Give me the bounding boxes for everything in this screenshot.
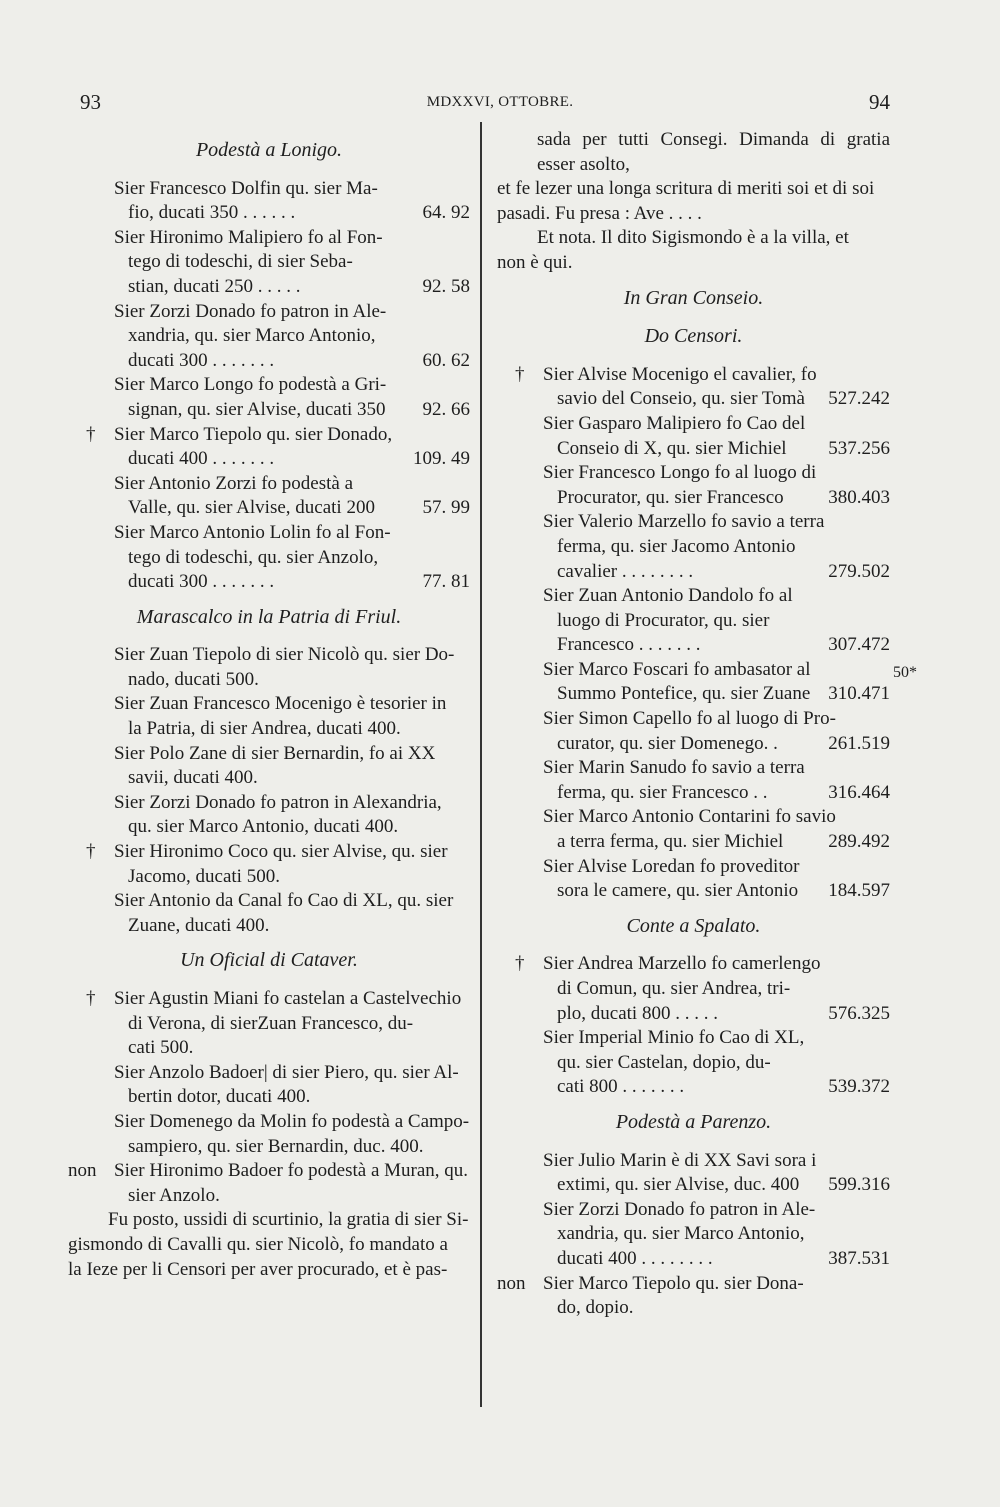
paragraph-line: Et nota. Il dito Sigismondo è a la villa, et [537, 227, 849, 249]
entry-row [68, 742, 470, 791]
entry-row [68, 1159, 470, 1208]
entry-line: Sier Marco Longo fo podestà a Gri- [114, 374, 387, 396]
paragraph-line: pasadi. Fu presa : Ave . . . . [497, 202, 702, 224]
entry-line: Sier Marco Antonio Contarini fo savio [543, 806, 836, 828]
entry-line: plo, ducati 800 . . . . . [557, 1002, 718, 1024]
entry-value: 380.403 [822, 486, 890, 511]
entry-line: Sier Hironimo Badoer fo podestà a Muran, qu. [114, 1160, 469, 1182]
entry-row [68, 300, 470, 374]
entry-value: 60. 62 [417, 349, 471, 374]
entry-line: Procurator, qu. sier Francesco [557, 486, 784, 508]
entry-line: Sier Francesco Dolfin qu. sier Ma- [114, 177, 378, 199]
paragraph-line: et fe lezer una longa scritura di meriti soi et di soi [497, 178, 875, 200]
entry-row [497, 584, 890, 658]
entry-line: stian, ducati 250 . . . . . [128, 275, 301, 297]
entry-line: di Comun, qu. sier Andrea, tri- [557, 978, 791, 999]
entry-line: tego di todeschi, di sier Seba- [128, 251, 353, 273]
entry-line: Jacomo, ducati 500. [128, 865, 280, 887]
entry-line: extimi, qu. sier Alvise, duc. 400 [557, 1174, 800, 1196]
entry-row [68, 373, 470, 422]
entry-row [68, 643, 470, 692]
entry-row [68, 1061, 470, 1110]
entry-line: Sier Agustin Miani fo castelan a Castelvechio [114, 988, 462, 1009]
entry-line: Sier Zuan Tiepolo di sier Nicolò qu. sier Do- [114, 644, 455, 666]
section-heading: Un Oficial di Cataver. [180, 949, 358, 972]
entry-line: sora le camere, qu. sier Antonio [557, 880, 799, 902]
entry-line: Sier Alvise Loredan fo proveditor [543, 855, 800, 877]
entry-line: Sier Antonio da Canal fo Cao di XL, qu. sier [114, 890, 454, 912]
entry-row [497, 658, 890, 707]
entry-value: 316.464 [822, 781, 890, 806]
left-column [68, 128, 470, 1282]
entry-row [68, 177, 470, 226]
entry-value: 92. 66 [417, 398, 471, 423]
entry-row [497, 1272, 890, 1321]
right-column [497, 128, 890, 1321]
entry-value: 576.325 [822, 1002, 890, 1027]
entry-value: 310.471 [822, 682, 890, 707]
entry-mark: † [86, 423, 96, 445]
entry-line: Valle, qu. sier Alvise, ducati 200 [128, 497, 375, 519]
entry-mark: non [497, 1272, 526, 1294]
section-heading: Marascalco in la Patria di Friul. [136, 605, 402, 628]
entry-row [68, 521, 470, 595]
entry-line: di Verona, di sierZuan Francesco, du- [128, 1012, 414, 1034]
entry-line: Sier Marin Sanudo fo savio a terra [543, 757, 805, 779]
entry-line: Sier Simon Capello fo al luogo di Pro- [543, 708, 836, 730]
entry-value: 64. 92 [417, 201, 471, 226]
entry-line: cavalier . . . . . . . . [557, 560, 694, 582]
entry-value: 527.242 [822, 387, 890, 412]
entry-line: ducati 300 . . . . . . . [128, 571, 275, 593]
entry-line: xandria, qu. sier Marco Antonio, [557, 1223, 805, 1245]
paragraph-line: Fu posto, ussidi di scurtinio, la gratia di sier Si- [108, 1209, 469, 1231]
section-heading: Podestà a Parenzo. [615, 1110, 772, 1133]
entry-row [68, 423, 470, 472]
entry-line: ducati 400 . . . . . . . . [557, 1247, 713, 1269]
entry-row [497, 805, 890, 854]
entry-line: Sier Francesco Longo fo al luogo di [543, 462, 817, 484]
entry-value: 77. 81 [417, 570, 471, 595]
column-divider [480, 122, 482, 1407]
entry-line: Sier Zorzi Donado fo patron in Alexandria, [114, 791, 442, 813]
entry-line: ducati 400 . . . . . . . [128, 448, 275, 470]
entry-row [68, 889, 470, 938]
entry-line: nado, ducati 500. [128, 668, 259, 690]
entry-row [497, 412, 890, 461]
entry-row [68, 840, 470, 889]
entry-row [68, 226, 470, 300]
entry-row [497, 363, 890, 412]
entry-value: 537.256 [822, 437, 890, 462]
entry-line: Sier Antonio Zorzi fo podestà a [114, 472, 354, 494]
entry-line: la Patria, di sier Andrea, ducati 400. [128, 718, 401, 740]
entry-line: Summo Pontefice, qu. sier Zuane [557, 683, 811, 705]
margin-note: 50* [893, 664, 917, 681]
entry-mark: † [86, 988, 96, 1009]
entry-value: 307.472 [822, 633, 890, 658]
paragraph-line: non è qui. [497, 251, 573, 273]
entry-value: 387.531 [822, 1247, 890, 1272]
entry-line: signan, qu. sier Alvise, ducati 350 [128, 398, 386, 420]
entry-line: Sier Alvise Mocenigo el cavalier, fo [543, 363, 817, 385]
entry-line: Sier Hironimo Coco qu. sier Alvise, qu. sier [114, 841, 448, 863]
entry-mark: † [86, 841, 96, 863]
entry-line: do, dopio. [557, 1297, 634, 1319]
entry-value: 57. 99 [417, 496, 471, 521]
entry-line: xandria, qu. sier Marco Antonio, [128, 325, 376, 347]
entry-line: cati 500. [128, 1037, 194, 1059]
page-number-right: 94 [869, 90, 890, 114]
entry-row [497, 1026, 890, 1100]
entry-line: Sier Zuan Francesco Mocenigo è tesorier in [114, 693, 447, 715]
entry-value: 184.597 [822, 879, 890, 904]
entry-line: cati 800 . . . . . . . [557, 1076, 685, 1098]
entry-mark: † [515, 363, 525, 385]
paragraph-line: gismondo di Cavalli qu. sier Nicolò, fo mandato a [68, 1233, 448, 1255]
entry-line: Sier Zuan Antonio Dandolo fo al [543, 585, 793, 607]
running-header: MDXXVI, OTTOBRE. [426, 94, 574, 110]
entry-line: Sier Gasparo Malipiero fo Cao del [543, 412, 806, 434]
entry-row [68, 791, 470, 840]
entry-line: Conseio di X, qu. sier Michiel [557, 437, 787, 459]
entry-line: savio del Conseio, qu. sier Tomà [557, 388, 805, 410]
entry-row [497, 952, 890, 1026]
entry-line: Sier Marco Foscari fo ambasator al [543, 658, 811, 680]
entry-value: 599.316 [822, 1173, 890, 1198]
entry-line: Sier Hironimo Malipiero fo al Fon- [114, 226, 383, 248]
entry-row [497, 855, 890, 904]
page-number-left: 93 [80, 90, 101, 114]
entry-mark: non [68, 1160, 97, 1182]
entry-row [68, 987, 470, 1061]
entry-line: Sier Andrea Marzello fo camerlengo [543, 953, 821, 975]
entry-line: Sier Valerio Marzello fo savio a terra [543, 511, 825, 533]
entry-line: qu. sier Castelan, dopio, du- [557, 1051, 771, 1073]
entry-line: Sier Marco Antonio Lolin fo al Fon- [114, 521, 391, 543]
entry-line: bertin dotor, ducati 400. [128, 1086, 311, 1108]
entry-value: 92. 58 [417, 275, 471, 300]
section-heading: Podestà a Lonigo. [195, 139, 343, 161]
section-heading: Conte a Spalato. [626, 914, 761, 937]
entry-row [497, 756, 890, 805]
section-heading: Do Censori. [644, 325, 743, 348]
entry-line: savii, ducati 400. [128, 767, 258, 789]
entry-row [68, 472, 470, 521]
entry-line: Sier Domenego da Molin fo podestà a Campo- [114, 1110, 470, 1132]
entry-row [497, 707, 890, 756]
entry-line: ferma, qu. sier Jacomo Antonio [557, 535, 796, 557]
entry-line: sampiero, qu. sier Bernardin, duc. 400. [128, 1135, 424, 1157]
paragraph-line: sada per tutti Consegi. Dimanda di gratia esser asolto, [537, 129, 890, 175]
paragraph [497, 226, 890, 275]
entry-line: fio, ducati 350 . . . . . . [128, 202, 296, 224]
entry-line: Sier Zorzi Donado fo patron in Ale- [543, 1198, 816, 1220]
entry-line: tego di todeschi, qu. sier Anzolo, [128, 546, 379, 568]
entry-value: 289.492 [822, 830, 890, 855]
entry-line: Sier Anzolo Badoer| di sier Piero, qu. sier Al- [114, 1061, 459, 1083]
entry-line: Sier Marco Tiepolo qu. sier Donado, [114, 423, 393, 445]
paragraph-line: la Ieze per li Censori per aver procurado, et è pas- [68, 1258, 448, 1280]
entry-value: 539.372 [822, 1075, 890, 1100]
entry-line: Sier Zorzi Donado fo patron in Ale- [114, 300, 387, 322]
section-heading: In Gran Conseio. [623, 286, 764, 309]
paragraph [497, 128, 890, 226]
entry-line: Sier Marco Tiepolo qu. sier Dona- [543, 1272, 804, 1294]
entry-line: sier Anzolo. [128, 1184, 220, 1206]
entry-row [497, 1149, 890, 1198]
entry-line: Sier Imperial Minio fo Cao di XL, [543, 1027, 805, 1049]
entry-line: curator, qu. sier Domenego. . [557, 732, 778, 754]
entry-row [497, 510, 890, 584]
entry-value: 261.519 [822, 732, 890, 757]
entry-line: ducati 300 . . . . . . . [128, 349, 275, 371]
entry-value: 109. 49 [407, 447, 470, 472]
entry-row [497, 1198, 890, 1272]
entry-row [68, 692, 470, 741]
entry-line: qu. sier Marco Antonio, ducati 400. [128, 816, 399, 838]
entry-line: Sier Polo Zane di sier Bernardin, fo ai XX [114, 742, 436, 764]
entry-row [497, 461, 890, 510]
entry-line: ferma, qu. sier Francesco . . [557, 781, 768, 803]
paragraph [68, 1208, 470, 1282]
entry-mark: † [515, 953, 525, 975]
entry-value: 279.502 [822, 560, 890, 585]
entry-line: a terra ferma, qu. sier Michiel [557, 831, 784, 853]
entry-line: Sier Julio Marin è di XX Savi sora i [543, 1149, 817, 1171]
entry-line: luogo di Procurator, qu. sier [557, 609, 770, 631]
entry-line: Zuane, ducati 400. [128, 914, 270, 936]
entry-line: Francesco . . . . . . . [557, 634, 701, 656]
entry-row [68, 1110, 470, 1159]
